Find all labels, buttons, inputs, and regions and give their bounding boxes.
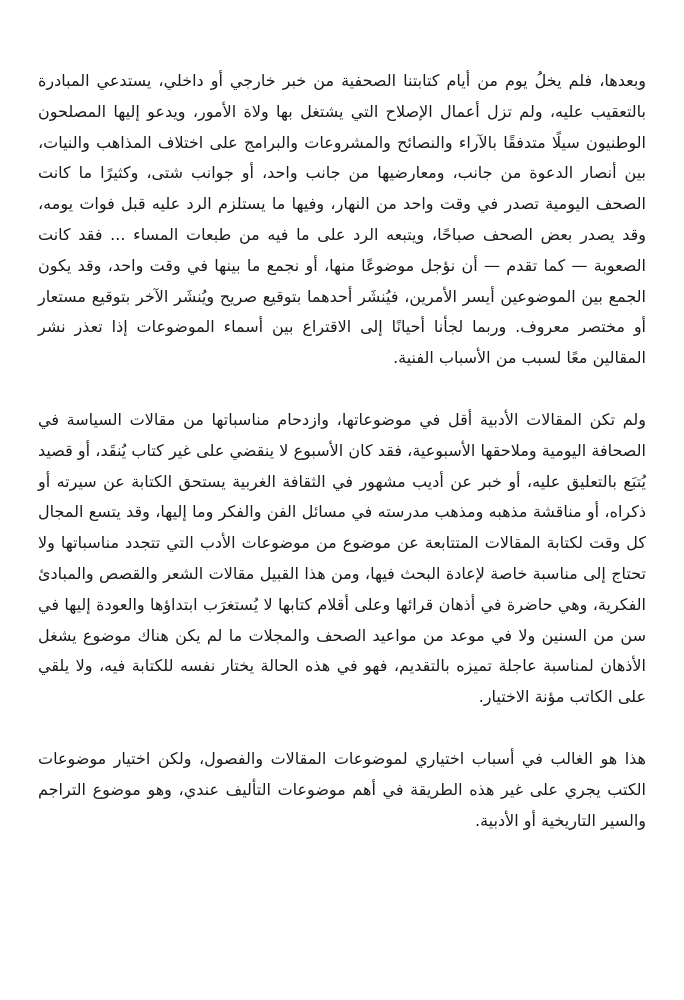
paragraph-3: هذا هو الغالب في أسباب اختياري لموضوعات المقالات والفصول، ولكن اختيار موضوعات الكتب يجري على غير هذه الطريقة في أهم موضوعات التأليف عندي، وهو موضوع التراجم والسير التاريخية أو الأدبية. <box>38 748 646 830</box>
paragraph-1: وبعدها، فلم يخلُ يوم من أيام كتابتنا الصحفية من خبر خارجي أو داخلي، يستدعي المبادرة بالتعقيب عليه، ولم تزل أعمال الإصلاح التي يشتغل بها ولاة الأمور، ويدعو إليها المصلحون الوطنيون سيلًا متدفقًا بالآراء والنصائح والمشروعات والبرامج على اختلاف المذاهب والنيات، بين أنصار الدعوة من جانب، ومعارضيها من جانب واحد، أو جوانب شتى، وكثيرًا ما كانت الصحف اليومية تصدر في وقت واحد من النهار، وفيها ما يستلزم الرد عليه قبل فوات يومه، وقد يصدر بعض الصحف صباحًا، ويتبعه الرد على ما فيه من طبعات المساء ... فقد كانت الصعوبة — كما تقدم — أن نؤجل موضوعًا منها، أو نجمع ما بينها في وقت واحد، وقد يكون الجمع بين الموضوعين أيسر الأمرين، فيُنشَر أحدهما بتوقيع صريح ويُنشَر الآخر بتوقيع مستعار أو مختصر معروف. وربما لجأنا أحيانًا إلى الاقتراع بين أسماء الموضوعات إذا تعذر نشر المقالين معًا لسبب من الأسباب الفنية. <box>38 71 646 368</box>
document-page <box>38 66 646 836</box>
paragraph-2: ولم تكن المقالات الأدبية أقل في موضوعاتها، وازدحام مناسباتها من مقالات السياسة في الصحافة اليومية وملاحقها الأسبوعية، فقد كان الأسبوع لا ينقضي على غير كتاب يُنقَد، أو قصيد يُتبَع بالتعليق عليه، أو خبر عن أديب مشهور في الثقافة الغربية يستحق الكتابة عن سيرته أو ذكراه، أو مناقشة مذهبه ومذهب مدرسته في مسائل الفن والفكر وما إليها، وقد يتسع المجال كل وقت لكتابة المقالات المتتابعة عن موضوع من موضوعات الأدب التي تتجدد مناسباتها ولا تحتاج إلى مناسبة خاصة لإعادة البحث فيها، ومن هذا القبيل مقالات الشعر والقصص والمبادئ الفكرية، وهي حاضرة في أذهان قرائها وعلى أقلام كتابها لا يُستغرَب ابتداؤها والعودة إليها في سن من السنين ولا في موعد من مواعيد الصحف والمجلات ما لم يكن هناك موضوع يشغل الأذهان لمناسبة عاجلة تميزه بالتقديم، فهو في هذه الحالة يختار نفسه للكتابة فيه، ولا يلقي على الكاتب مؤنة الاختيار. <box>38 409 646 707</box>
